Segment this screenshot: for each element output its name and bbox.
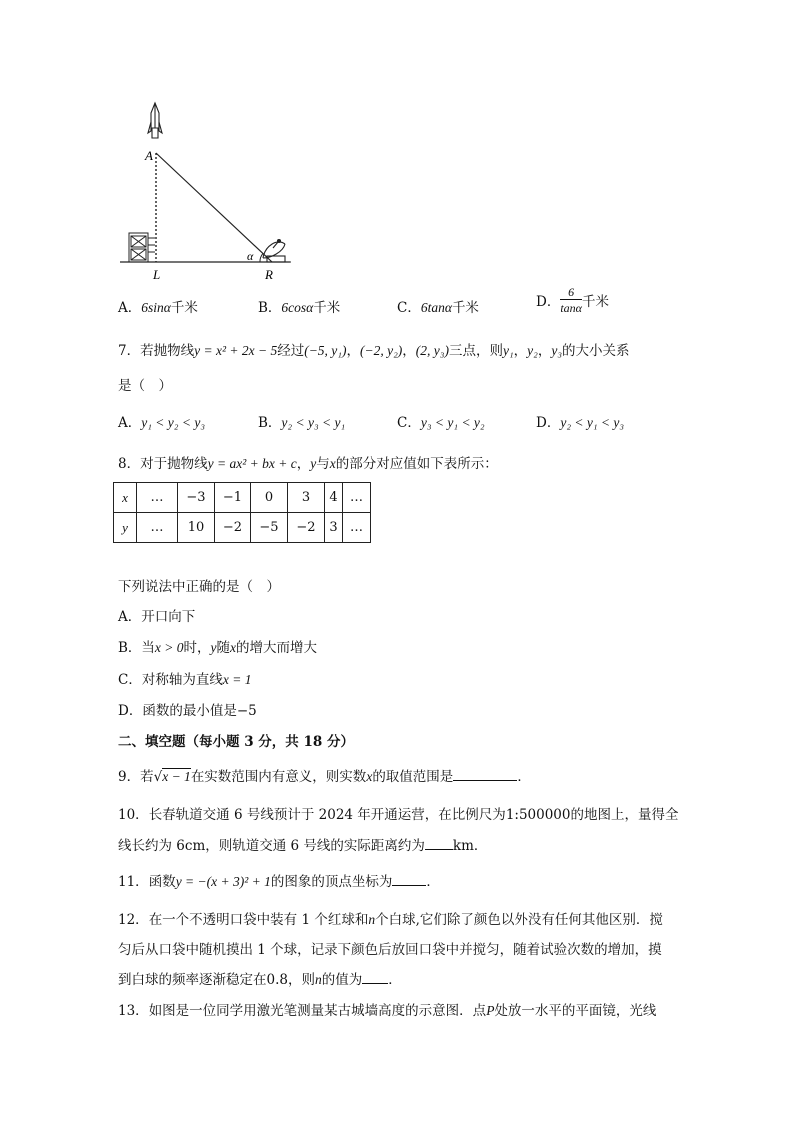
fraction: $\frac{6}{\tan\alpha}$ bbox=[560, 285, 582, 315]
q12-line1: 12．在一个不透明口袋中装有 1 个红球和n个白球,它们除了颜色以外没有任何其他区别．搅 bbox=[118, 912, 663, 928]
table-row-x bbox=[114, 483, 371, 513]
q10-line1: 10．长春轨道交通 6 号线预计于 2024 年开通运营，在比例尺为1:500000的地图上，量得全 bbox=[118, 807, 679, 823]
q8-question: 下列说法中正确的是（ ） bbox=[118, 579, 280, 595]
q7-option-b[interactable]: B．y₂ < y₃ < y₁ bbox=[258, 415, 346, 431]
radar-dish-icon bbox=[263, 240, 291, 263]
table-cell: … bbox=[343, 483, 371, 513]
table-cell: −3 bbox=[178, 483, 215, 513]
sight-line-AR bbox=[156, 153, 272, 262]
section-title: 二、填空题（每小题 3 分，共 18 分） bbox=[118, 734, 354, 750]
table-cell: … bbox=[137, 483, 178, 513]
label-R: R bbox=[265, 267, 273, 282]
table-cell: −1 bbox=[215, 483, 251, 513]
table-cell: x bbox=[114, 483, 137, 513]
radical: √x − 1 bbox=[153, 769, 191, 785]
table-cell: … bbox=[137, 513, 178, 543]
table-cell: −2 bbox=[288, 513, 325, 543]
q8-option-c[interactable]: C．对称轴为直线x = 1 bbox=[118, 672, 252, 688]
q9-text: 9．若√x − 1在实数范围内有意义，则实数x的取值范围是 ． bbox=[118, 769, 531, 785]
q8-option-b[interactable]: B．当x > 0时，y随x的增大而增大 bbox=[118, 640, 318, 656]
answer-blank[interactable] bbox=[362, 971, 388, 984]
q11-text: 11．函数y = −(x + 3)² + 1的图象的顶点坐标为 ． bbox=[118, 874, 440, 890]
q7-stem-line2: 是（ ） bbox=[118, 378, 172, 394]
q12-line2: 匀后从口袋中随机摸出 1 个球，记录下颜色后放回口袋中并搅匀，随着试验次数的增加，摸 bbox=[118, 942, 662, 958]
table-row-y bbox=[114, 513, 371, 543]
value-table bbox=[113, 482, 371, 543]
table-cell: 3 bbox=[288, 483, 325, 513]
table-cell: 3 bbox=[325, 513, 343, 543]
q10-line2: 线长约为 6cm，则轨道交通 6 号线的实际距离约为 km． bbox=[118, 838, 488, 854]
q6-option-b[interactable]: B．6cosα千米 bbox=[258, 300, 341, 316]
table-cell: 10 bbox=[178, 513, 215, 543]
rocket-radar-figure bbox=[115, 98, 305, 283]
q7-option-a[interactable]: A．y₁ < y₂ < y₃ bbox=[118, 415, 206, 431]
q8-option-a[interactable]: A．开口向下 bbox=[118, 609, 196, 625]
q8-stem: 8．对于抛物线y = ax² + bx + c，y与x的部分对应值如下表所示： bbox=[118, 456, 498, 472]
table-cell: … bbox=[343, 513, 371, 543]
answer-blank[interactable] bbox=[425, 837, 453, 850]
q6-option-c[interactable]: C．6tanα千米 bbox=[397, 300, 479, 316]
label-A: A bbox=[145, 148, 153, 163]
q6-option-d[interactable]: D． $\frac{6}{\tan\alpha}$ 千米 bbox=[536, 285, 609, 315]
table-cell: y bbox=[114, 513, 137, 543]
answer-blank[interactable] bbox=[392, 873, 426, 886]
table-cell: −2 bbox=[215, 513, 251, 543]
q7-option-c[interactable]: C．y₃ < y₁ < y₂ bbox=[397, 415, 485, 431]
table-cell: 4 bbox=[325, 483, 343, 513]
table-cell: 0 bbox=[251, 483, 288, 513]
q8-option-d[interactable]: D．函数的最小值是−5 bbox=[118, 703, 257, 719]
answer-blank[interactable] bbox=[453, 768, 517, 781]
q7-stem-line1: 7．若抛物线y = x² + 2x − 5经过(−5, y₁)，(−2, y₂)，(2, y₃)三点，则y₁，y₂，y₃的大小关系 bbox=[118, 343, 630, 359]
label-alpha: α bbox=[247, 249, 254, 263]
q7-option-d[interactable]: D．y₂ < y₁ < y₃ bbox=[536, 415, 625, 431]
rocket-icon bbox=[148, 103, 162, 138]
label-L: L bbox=[153, 267, 161, 282]
launch-tower-icon bbox=[129, 233, 155, 262]
q6-option-a[interactable]: A．6sinα千米 bbox=[118, 300, 198, 316]
q12-line3: 到白球的频率逐渐稳定在0.8，则n的值为 ． bbox=[118, 972, 402, 988]
table-cell: −5 bbox=[251, 513, 288, 543]
q13-line1: 13．如图是一位同学用激光笔测量某古城墙高度的示意图．点P处放一水平的平面镜，光线 bbox=[118, 1003, 657, 1019]
